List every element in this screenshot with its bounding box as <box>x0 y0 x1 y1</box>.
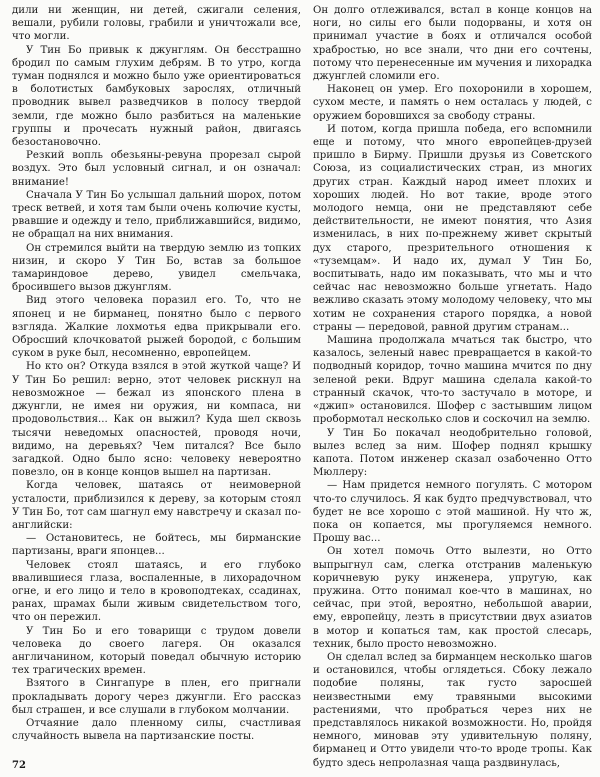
paragraph: Он стремился выйти на твердую землю из топких низин, и скоро У Тин Бо, встав за большое тамариндовое дерево, увидел смельчака, бросившего вызов джунглям. <box>12 242 301 294</box>
paragraph: Отчаяние дало пленному силы, счастливая случайность вывела на партизанские посты. <box>12 717 301 743</box>
paragraph: Он хотел помочь Отто вылезти, но Отто выпрыгнул сам, слегка отстранив маленькую коричневую руку инженера, упругую, как пружина. Отто понимал кое-что в машинах, но сейчас, при этой, вероятно, небольшой аварии, ему, европейцу, лезть в присутствии двух азиатов в мотор и копаться там, как простой слесарь, техник, было просто невозможно. <box>313 546 592 650</box>
paragraph: Наконец он умер. Его похоронили в хорошем, сухом месте, и память о нем осталась у людей, с оружием боровшихся за свободу страны. <box>313 84 592 122</box>
paragraph: Машина продолжала мчаться так быстро, что казалось, зеленый навес превращается в какой-то подводный коридор, точно машина мчится по дну зеленой реки. Вдруг машина сделала какой-то странный скачок, что-то застучало в моторе, и «джип» остановился. Шофер с застывшим лицом пробормотал несколько слов и соскочил на землю. <box>313 335 592 426</box>
paragraph: Но кто он? Откуда взялся в этой жуткой чаще? И У Тин Бо решил: верно, этот человек рискнул на невозможное — бежал из японского плена в джунгли, не имея ни оружия, ни компаса, ни продовольствия... Как он выжил? Куда шел сквозь тысячи неведомых опасностей, проводя ночи, видимо, на деревьях? Чем питался? Все было загадкой. Одно было ясно: человеку невероятно повезло, он в конце концов вышел на партизан. <box>12 361 301 479</box>
paragraph: Сначала У Тин Бо услышал дальний шорох, потом треск ветвей, и хотя там были очень колючие кусты, рвавшие и одежду и тело, приближавшийся, видимо, не обращал на них внимания. <box>12 189 301 241</box>
paragraph: Когда человек, шатаясь от неимоверной усталости, приблизился к дереву, за которым стоял У Тин Бо, тот сам шагнул ему навстречу и сказал по-английски: <box>12 480 301 531</box>
paragraph: дили ни женщин, ни детей, сжигали селения, вешали, рубили головы, грабили и уничтожали все, что могли. <box>12 5 301 43</box>
paragraph: Человек стоял шатаясь, и его глубоко ввалившиеся глаза, воспаленные, в лихорадочном огне, и его лицо и тело в кровоподтеках, ссадинах, ранах, шрамах были живым свидетельством того, что он пережил. <box>12 559 301 624</box>
paragraph: Он долго отлеживался, встал в конце концов на ноги, но силы его были подорваны, и хотя он принимал участие в боях и отличался особой храбростью, но все знали, что дни его сочтены, потому что перенесенные им мучения и лихорадка джунглей сломили его. <box>313 5 592 83</box>
page-number: 72 <box>12 760 26 771</box>
paragraph: У Тин Бо привык к джунглям. Он бесстрашно бродил по самым глухим дебрям. В то утро, когда туман поднялся и можно было уже ориентироваться в болотистых бамбуковых зарослях, отличный проводник вывел разведчиков в полосу твердой земли, где можно было разбиться на маленькие группы и прочесать нужный район, двигаясь безостановочно. <box>12 44 301 149</box>
paragraph: И потом, когда пришла победа, его вспомнили еще и потому, что много европейцев-друзей пришло в Бирму. Пришли друзья из Советского Союза, из социалистических стран, из многих других стран. Каждый народ имеет плохих и хороших людей. Но вот такие, вроде этого молодого немца, они не представляют себе действительности, не имеют понятия, что Азия изменилась, в них по-прежнему живет скрытый дух старого, презрительного отношения к «туземцам». И надо их, думал У Тин Бо, воспитывать, надо им показывать, что мы и что сейчас нас невозможно больше угнетать. Надо вежливо сказать этому молодому человеку, что мы хотим не сохранения старого порядка, а новой страны — передовой, равной другим странам... <box>313 123 592 333</box>
paragraph: Вид этого человека поразил его. То, что не японец и не бирманец, понятно было с первого взгляда. Жалкие лохмотья едва прикрывали его. Обросший клочковатой рыжей бородой, с большим суком в руке был, несомненно, европейцем. <box>12 295 301 360</box>
paragraph: Он сделал вслед за бирманцем несколько шагов и остановился, чтобы оглядеться. Сбоку лежало подобие поляны, так густо заросшей неизвестными ему травяными высокими растениями, что пробраться через них не представлялось никакой возможности. Но, пройдя немного, миновав эту удивительную поляну, бирманец и Отто увидели что-то вроде тропы. Как будто здесь непролазная чаща раздвинулась, <box>313 651 592 769</box>
left-text-column <box>12 4 301 743</box>
paragraph: — Нам придется немного погулять. С мотором что-то случилось. Я как будто предчувствовал, что будет не все хорошо с этой машиной. Ну что ж, пока он копается, мы прогуляемся немного. Прошу вас... <box>313 480 592 545</box>
paragraph: У Тин Бо и его товарищи с трудом довели человека до своего лагеря. Он оказался англичанином, который поведал обычную историю тех трагических времен. <box>12 625 301 677</box>
paragraph: Резкий вопль обезьяны-ревуна прорезал сырой воздух. Это был условный сигнал, и он означал: внимание! <box>12 150 301 188</box>
right-text-column <box>313 4 592 770</box>
paragraph: У Тин Бо покачал неодобрительно головой, вылез вслед за ним. Шофер поднял крышку капота. Потом инженер сказал озабоченно Отто Мюллеру: <box>313 427 592 479</box>
paragraph: Взятого в Сингапуре в плен, его пригнали прокладывать дорогу через джунгли. Его рассказ был страшен, и все слушали в глубоком молчании. <box>12 678 301 716</box>
paragraph: — Остановитесь, не бойтесь, мы бирманские партизаны, враги японцев... <box>12 533 301 558</box>
